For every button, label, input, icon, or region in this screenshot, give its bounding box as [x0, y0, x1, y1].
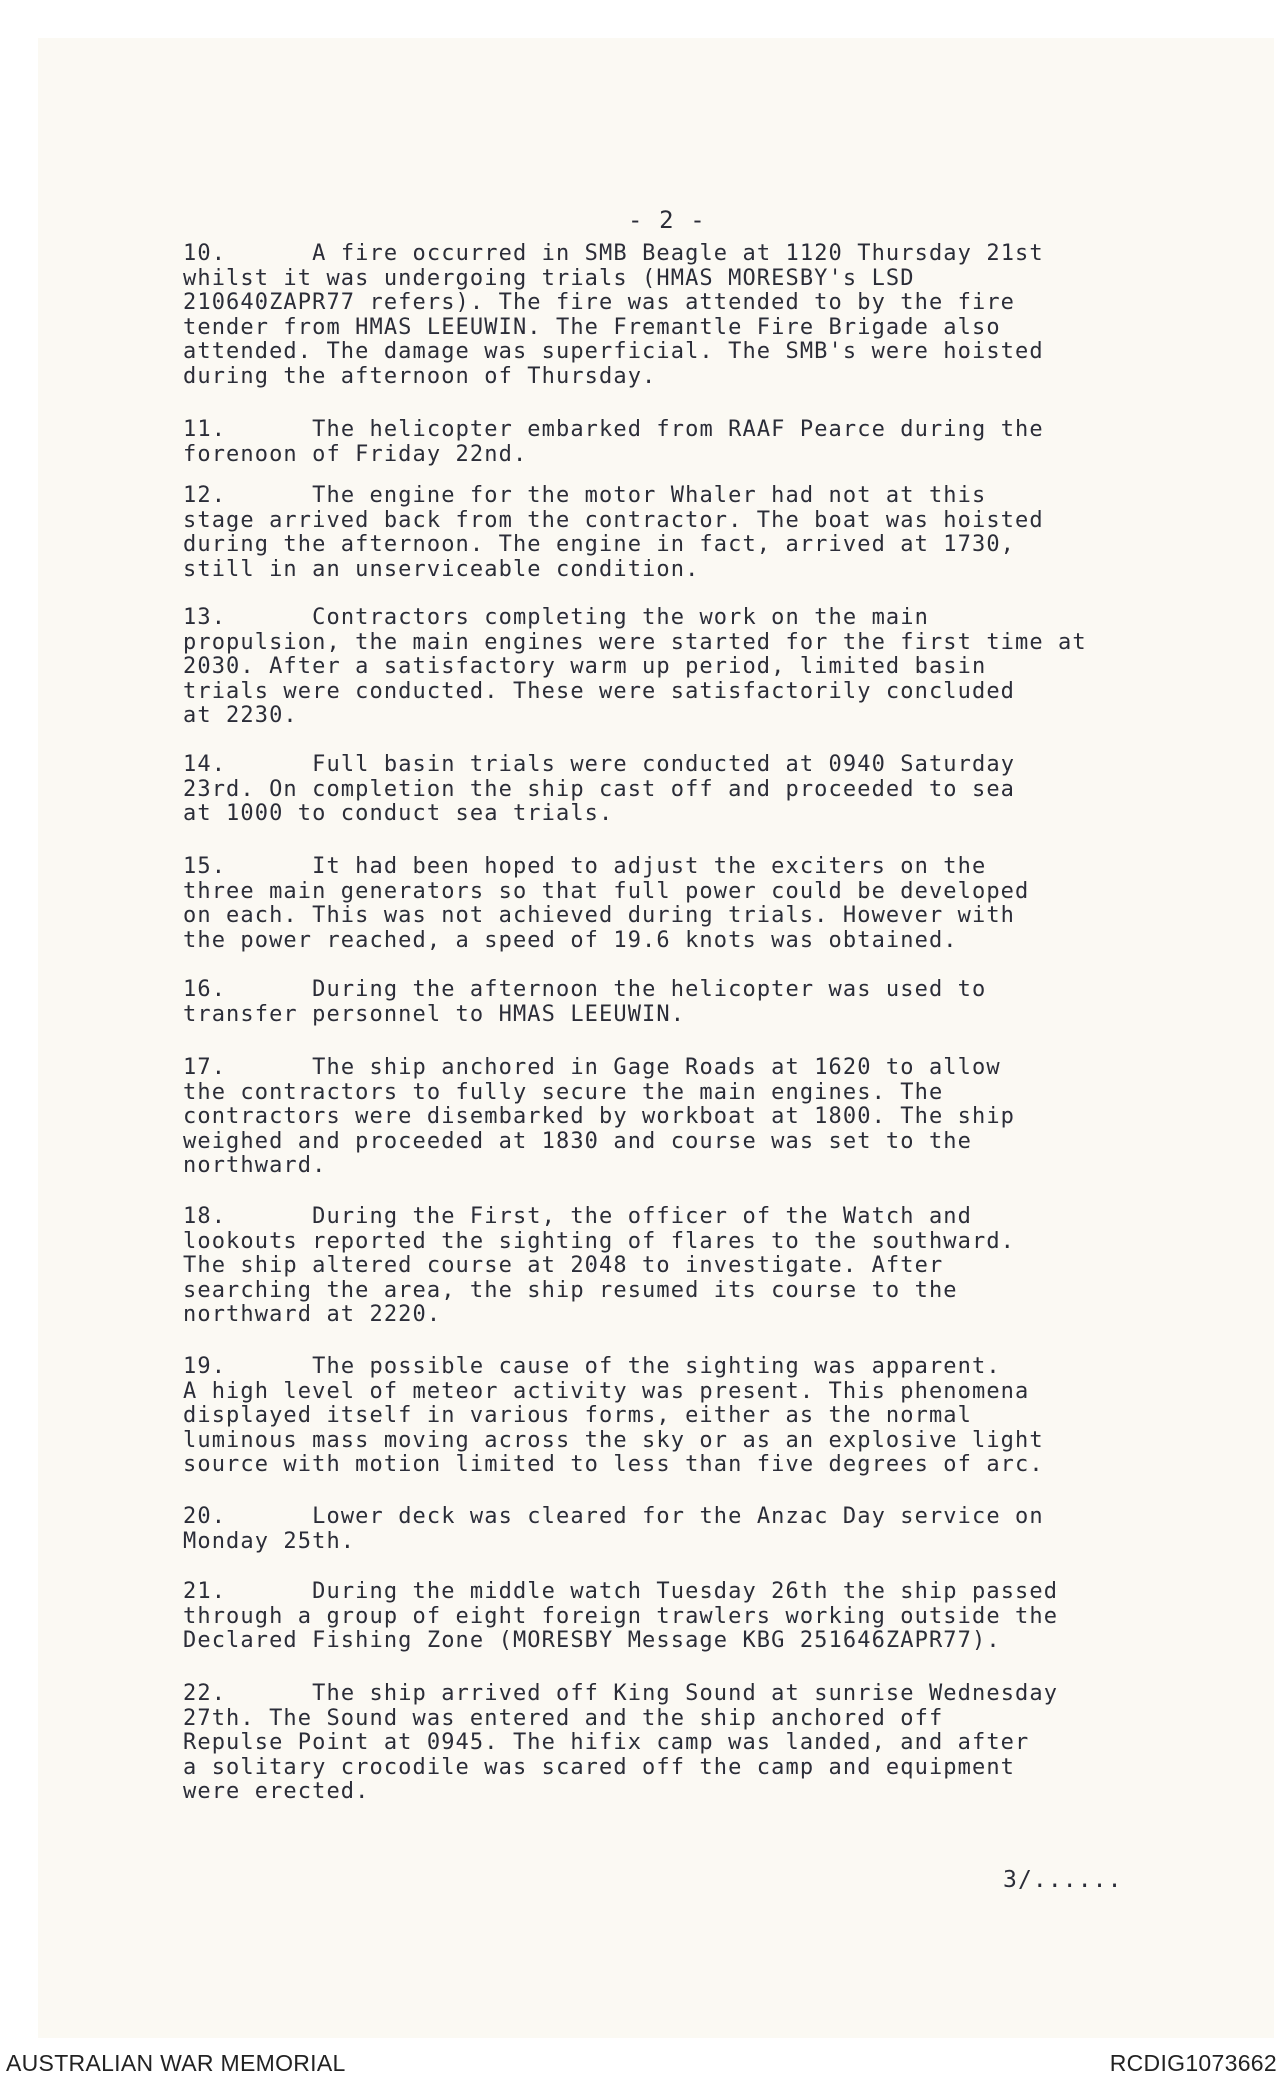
paragraph-number: 19.: [183, 1354, 227, 1379]
paragraph-text: During the afternoon the helicopter was used to transfer personnel to HMAS LEEUWIN.: [183, 977, 987, 1027]
paragraph: [183, 1355, 1044, 1478]
paragraph: [183, 418, 1044, 467]
paragraph: [183, 978, 986, 1027]
paragraph-text: Lower deck was cleared for the Anzac Day service on Monday 25th.: [183, 1504, 1044, 1554]
paragraph-number: 21.: [183, 1579, 227, 1604]
paragraph-text: The ship anchored in Gage Roads at 1620 to allow the contractors to fully secure the main engines. The contractors were disembarked by workboat at 1800. The ship weighed and proceeded at 1830 and course was set to the northward.: [183, 1055, 1016, 1178]
paragraph: [183, 1505, 1044, 1554]
paragraph: [183, 242, 1044, 389]
paragraph: [183, 606, 1087, 729]
paragraph-number: 12.: [183, 483, 227, 508]
paragraph: [183, 855, 1029, 953]
paragraph-number: 14.: [183, 752, 227, 777]
paragraph-text: The helicopter embarked from RAAF Pearce during the forenoon of Friday 22nd.: [183, 417, 1044, 467]
paragraph-text: During the middle watch Tuesday 26th the ship passed through a group of eight foreign trawlers working outside the Declared Fishing Zone (MORESBY Message KBG 251646ZAPR77).: [183, 1579, 1059, 1653]
paragraph-number: 16.: [183, 977, 227, 1002]
paragraph-number: 13.: [183, 605, 227, 630]
paragraph-text: Contractors completing the work on the main propulsion, the main engines were started for the first time at 2030. After a satisfactory warm up period, limited basin trials were conducted. These were satisfactorily concluded at 2230.: [183, 605, 1087, 728]
paragraph-number: 15.: [183, 854, 227, 879]
footer-institution: AUSTRALIAN WAR MEMORIAL: [6, 2050, 346, 2076]
paragraph-text: The engine for the motor Whaler had not at this stage arrived back from the contractor. The boat was hoisted during the afternoon. The engine in fact, arrived at 1730, still in an unserviceable condition.: [183, 483, 1044, 582]
paragraph-number: 22.: [183, 1681, 227, 1706]
paragraph: [183, 1205, 1015, 1328]
paragraph: [183, 1682, 1058, 1805]
paragraph-number: 10.: [183, 241, 227, 266]
paragraph-number: 11.: [183, 417, 227, 442]
paragraph-number: 18.: [183, 1204, 227, 1229]
paragraph: [183, 753, 1015, 827]
paragraph: [183, 1580, 1058, 1654]
continuation-marker: 3/......: [1003, 1867, 1123, 1893]
paragraph: [183, 484, 1044, 582]
paragraph-text: The ship arrived off King Sound at sunrise Wednesday 27th. The Sound was entered and the ship anchored off Repulse Point at 0945. The hifix camp was landed, and after a solitary crocodile was scared off the camp and equipment were erected.: [183, 1681, 1059, 1804]
page-number: - 2 -: [628, 206, 706, 234]
paragraph-number: 17.: [183, 1055, 227, 1080]
paragraph-text: It had been hoped to adjust the exciters on the three main generators so that full power could be developed on each. This was not achieved during trials. However with the power reached, a speed of 19.6 knots was obtained.: [183, 854, 1030, 953]
paragraph-text: A fire occurred in SMB Beagle at 1120 Thursday 21st whilst it was undergoing trials (HMAS MORESBY's LSD 210640ZAPR77 refers). The fire was attended to by the fire tender from HMAS LEEUWIN. The Fremantle Fire Brigade also attended. The damage was superficial. The SMB's were hoisted during the afternoon of Thursday.: [183, 241, 1044, 389]
paragraph-number: 20.: [183, 1504, 227, 1529]
paragraph: [183, 1056, 1015, 1179]
paragraph-text: During the First, the officer of the Watch and lookouts reported the sighting of flares to the southward. The ship altered course at 2048 to investigate. After searching the area, the ship resumed its course to the northward at 2220.: [183, 1204, 1016, 1327]
paragraph-text: The possible cause of the sighting was apparent. A high level of meteor activity was present. This phenomena displayed itself in various forms, either as the normal luminous mass moving across the sky or as an explosive light source with motion limited to less than five degrees of arc.: [183, 1354, 1044, 1477]
paragraph-text: Full basin trials were conducted at 0940 Saturday 23rd. On completion the ship cast off and proceeded to sea at 1000 to conduct sea trials.: [183, 752, 1016, 826]
footer-record-id: RCDIG1073662: [1109, 2050, 1277, 2076]
document-page: [38, 38, 1274, 2038]
